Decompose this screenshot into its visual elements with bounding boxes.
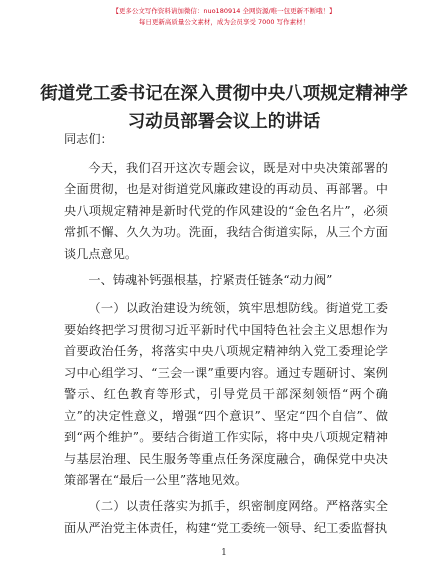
paragraph-intro: 今天，我们召开这次专题会议，既是对中央决策部署的全面贯彻，也是对街道党风廉政建设的再动员、再部署。中央八项规定精神是新时代党的作风建设的“金色名片”，必须常抓不懈、久久为功。洗面，我结合街道实际，从三个方面谈几点意见。 [64,160,388,261]
document-body [64,129,388,544]
page-number: 1 [221,548,227,558]
header-banner-line-2: 每日更新高质量公文素材，成为会员享受 7000 写作素材！ [138,18,310,26]
paragraph-subsection-1: （一）以政治建设为统领，筑牢思想防线。街道党工委要始终把学习贯彻习近平新时代中国特色社会主义思想作为首要政治任务，将落实中央八项规定精神纳入党工委理论学习中心组学习、“三会一课”重要内容。通过专题研讨、案例警示、红色教育等形式，引导党员干部深刻领悟“两个确立”的决定性意义，增强“四个意识”、坚定“四个自信”、做到“两个维护”。要结合街道工作实际，将中央八项规定精神与基层治理、民生服务等重点任务深度融合，确保党中央决策部署在“最后一公里”落地见效。 [64,301,388,487]
header-banner-line-1: 【更多公文写作资料请加微信：nuo180914 全网资源/唯一包更新不断哦！】 [112,7,336,15]
greeting: 同志们： [64,132,113,146]
document-title: 街道党工委书记在深入贯彻中央八项规定精神学习动员部署会议上的讲话 [40,84,408,132]
section-heading-1: 一、铸魂补钙强根基，拧紧责任链条“动力阀” [88,272,333,287]
paragraph-subsection-2: （二）以责任落实为抓手，织密制度网络。严格落实全面从严治党主体责任，构建“党工委统一领导、纪工委监督执 [64,499,388,535]
